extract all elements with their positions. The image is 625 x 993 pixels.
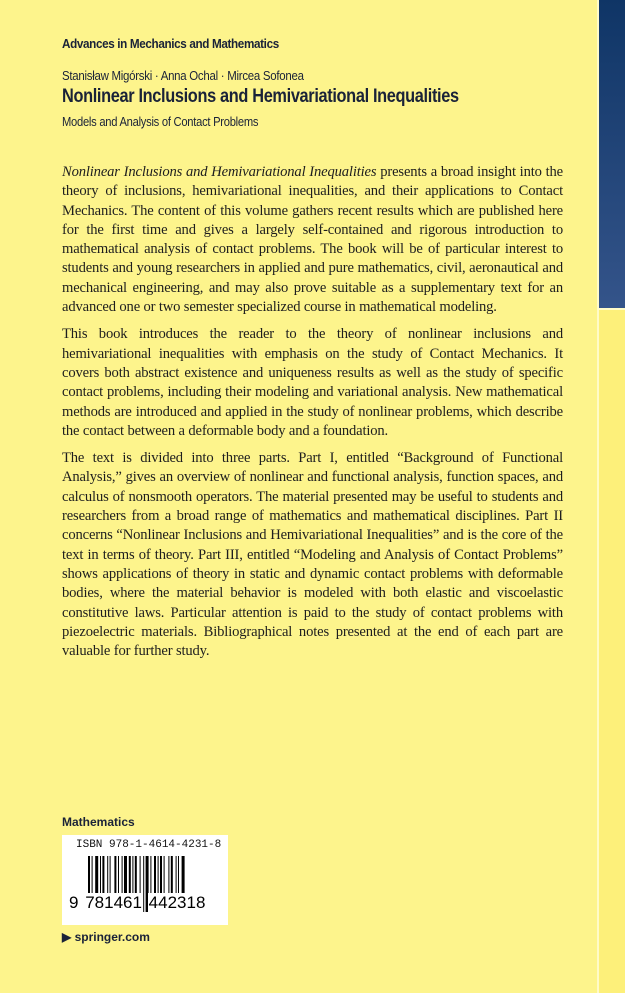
blurb-title-italic: Nonlinear Inclusions and Hemivariational Inequalities [62,164,377,180]
blurb-paragraph-2: This book introduces the reader to the theory of nonlinear inclusions and hemivariational inequalities with emphasis on the study of Contact Mechanics. It covers both abstract existence and uniqueness results as well as the study of specific contact problems, including their modeling and variational analysis. New mathematical methods are introduced and applied in the study of nonlinear problems, which describe the contact between a deformable body and a foundation. [62,326,563,439]
arrow-right-icon: ▶ [62,930,72,944]
website-text: springer.com [74,930,150,944]
blurb-paragraph-1 [62,163,563,317]
barcode-digits-right: 442318 [148,893,206,912]
barcode-digits [69,893,206,913]
series-title: Advances in Mechanics and Mathematics [62,36,279,51]
spine-yellow-band [599,310,625,993]
barcode-digits-left: 781461 [85,893,142,912]
blurb-paragraph-3: The text is divided into three parts. Part I, entitled “Background of Functional Analysis,” gives an overview of nonlinear and functional analysis, function spaces, and calculus of nonsmooth operators. The material presented may be useful to students and researchers from a broad range of mathematics and mathematical disciplines. Part II concerns “Nonlinear Inclusions and Hemivariational Inequalities” and is the core of the text in terms of theory. Part III, entitled “Modeling and Analysis of Contact Problems” shows applications of theory in static and dynamic contact problems with deformable bodies, where the material behavior is modeled with both elastic and viscoelastic constitutive laws. Particular attention is paid to the study of contact problems with piezoelectric materials. Bibliographical notes presented at the end of each part are valuable for further study. [62,450,563,660]
authors: Stanisław Migórski · Anna Ochal · Mircea Sofonea [62,68,304,83]
spine-blue-band [599,0,625,308]
website-link[interactable] [62,930,150,944]
blurb-text: presents a broad insight into the theory of inclusions, hemivariational inequalities, and their applications to Contact Mechanics. The content of this volume gathers recent results which are published here for the first time and gives a largely self-contained and rigorous introduction to mathematical analysis of contact problems. The book will be of particular interest to students and young researchers in applied and pure mathematics, civil, aeronautical and mechanical engineering, and may also prove suitable as a supplementary text for an advanced one or two semester specialized course in mathematical modeling. [62,164,563,316]
book-title: Nonlinear Inclusions and Hemivariational Inequalities [62,86,459,107]
barcode-digit-first: 9 [69,893,79,912]
subject-label: Mathematics [62,815,135,829]
book-subtitle: Models and Analysis of Contact Problems [62,114,259,129]
isbn-text: ISBN 978-1-4614-4231-8 [76,839,222,851]
isbn-barcode [62,835,228,925]
blurb [62,163,563,669]
